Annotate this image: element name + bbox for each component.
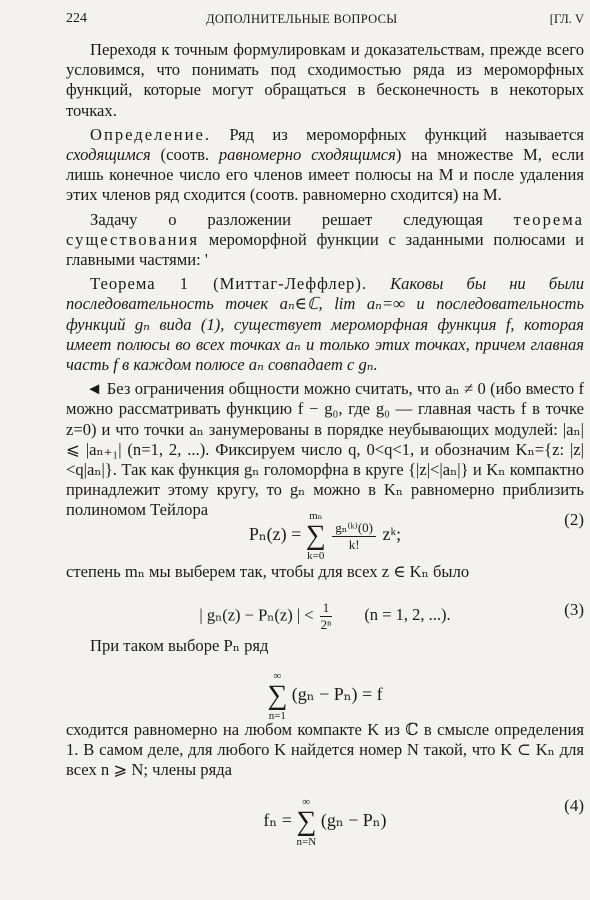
paragraph-choice: При таком выборе Pₙ ряд [90, 636, 269, 655]
fraction: $\frac{\text{gₙ⁽ᵏ⁾(0)}}{k!}$ [332, 520, 376, 553]
equation-number: (3) [564, 600, 584, 619]
equation-number: (2) [564, 510, 584, 529]
paragraph-convergence: сходится равномерно на любом компакте K из ℂ в смысле определения 1. В самом деле, для любого K найдется номер N такой, что K ⊂ Kₙ для всех n ⩾ N; члены ряда [66, 720, 584, 780]
chapter-label: [ГЛ. V [549, 12, 584, 26]
equation-2: Pₙ(z) = mₙ ∑ k=0 $\frac{\text{gₙ⁽ᵏ⁾(0)}}{k!}$ zᵏ; (2) [248, 510, 584, 562]
definition-term: сходящимся [66, 145, 151, 165]
sum-operator: mₙ ∑ k=0 [305, 510, 326, 562]
paragraph-intro: Переходя к точным формулировкам и доказательствам, прежде всего условимся, что понимать под сходимостью ряда из мероморфных функций, которые могут обращаться в бесконечность в некоторых точках. [66, 40, 584, 120]
paragraph-degree: степень mₙ мы выберем так, чтобы для всех z ∈ Kₙ было [66, 562, 470, 581]
theorem-statement: Каковы бы ни были последовательность точек aₙ∈ℂ, lim aₙ=∞ и последовательность функций gₙ вида (1), существует мероморфная функция f, которая имеет полюсы во всех точках aₙ и только этих точках, причем главная часть f в каждом полюсе aₙ совпадает с gₙ. [66, 274, 584, 375]
emphasis-theorem-existence: теорема существования [66, 209, 584, 249]
page-header [66, 9, 584, 29]
text-block-top [66, 40, 584, 525]
equation-4: fₙ = ∞ ∑ n=N (gₙ − Pₙ) (4) [263, 796, 584, 848]
equation-series: ∞ ∑ n=1 (gₙ − Pₙ) = f [267, 670, 383, 722]
definition-label: Определение. [90, 124, 212, 144]
equation-number: (4) [564, 796, 584, 815]
fraction: $\frac{1}{\text{2ⁿ}}$ [320, 600, 332, 632]
definition-term-uniform: равномерно сходящимся [218, 145, 396, 165]
paragraph-task: Задачу о разложении решает следующая теорема существования мероморфной функции с заданными полюсами и главными частями: ' [66, 209, 584, 270]
running-title: ДОПОЛНИТЕЛЬНЫЕ ВОПРОСЫ [206, 12, 398, 26]
definition-paragraph: Определение. Ряд из мероморфных функций называется сходящимся (соотв. равномерно сходящимся) на множестве M, если лишь конечное число его членов имеет полюсы на M и после удаления этих членов ряд сходится (соотв. равномерно сходится) на M. [66, 124, 584, 205]
sum-operator: ∞ ∑ n=N [296, 796, 317, 848]
page-number: 224 [66, 11, 87, 26]
theorem-paragraph [66, 274, 584, 375]
theorem-label: Теорема 1 (Миттаг-Леффлер). [90, 274, 368, 294]
sum-operator: ∞ ∑ n=1 [267, 670, 288, 722]
equation-3: | gₙ(z) − Pₙ(z) | < $\frac{1}{\text{2ⁿ}}$ (n = 1, 2, ...). (3) [199, 600, 584, 632]
proof-paragraph: ◄ Без ограничения общности можно считать, что aₙ ≠ 0 (ибо вместо f можно рассматривать функцию f − g₀, где g₀ — главная часть f в точке z=0) и что точки aₙ занумерованы в порядке неубывающих модулей: |aₙ| ⩽ |aₙ₊₁| (n=1, 2, ...). Фиксируем число q, 0<q<1, и обозначим Kₙ={z: |z|<q|aₙ|}. Так как функция gₙ голоморфна в круге {|z|<|aₙ|} и Kₙ компактно принадлежит этому кругу, то gₙ можно в Kₙ равномерно приблизить полиномом Тейлора [66, 379, 584, 520]
